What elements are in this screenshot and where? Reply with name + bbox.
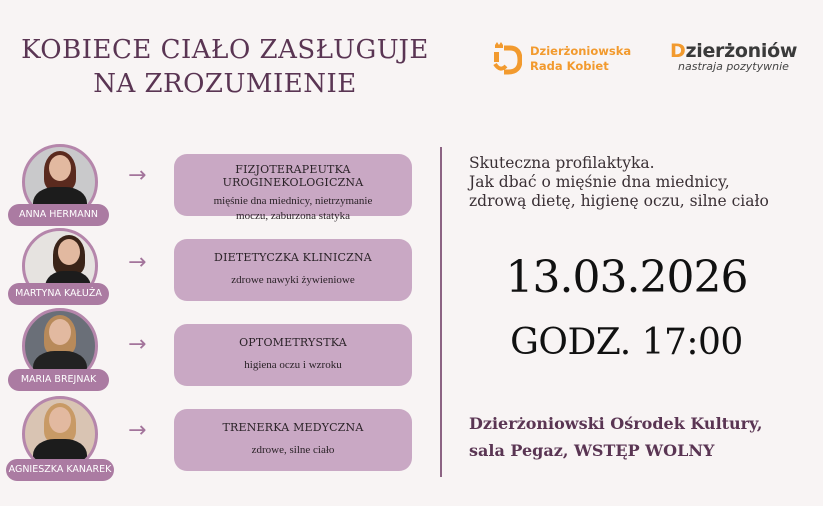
- speaker-name-badge: MARIA BREJNAK: [8, 369, 109, 391]
- arrow-right-icon: →: [128, 418, 147, 443]
- speaker-role: OPTOMETRYSTKA: [239, 336, 347, 349]
- rada-kobiet-logo-icon: [492, 42, 522, 76]
- tagline-line-1: Skuteczna profilaktyka.: [469, 154, 655, 172]
- speaker-desc-1: zdrowe, silne ciało: [251, 444, 335, 456]
- venue-line-1: Dzierżoniowski Ośrodek Kultury,: [469, 414, 763, 433]
- speaker-role: FIZJOTERAPEUTKA UROGINEKOLOGICZNA: [222, 163, 364, 189]
- event-tagline: [469, 154, 769, 211]
- dzierzoniow-logo-icon: D: [670, 40, 686, 62]
- tagline-line-3: zdrową dietę, higienę oczu, silne ciało: [469, 192, 769, 210]
- event-venue: [469, 410, 762, 464]
- speaker-name-badge: AGNIESZKA KANAREK: [6, 459, 114, 481]
- event-time: GODZ. 17:00: [510, 322, 743, 363]
- vertical-divider: [440, 147, 442, 477]
- speaker-desc-1: zdrowe nawyki żywieniowe: [231, 274, 355, 286]
- title-line-2: NA ZROZUMIENIE: [93, 69, 357, 99]
- speaker-card: [174, 409, 412, 471]
- dzierzoniow-name: zierżoniów: [685, 40, 798, 62]
- arrow-right-icon: →: [128, 332, 147, 357]
- speaker-card: [174, 239, 412, 301]
- speaker-role: TRENERKA MEDYCZNA: [222, 421, 364, 434]
- dzierzoniow-logo: [670, 40, 797, 73]
- speaker-desc-1: higiena oczu i wzroku: [244, 359, 342, 371]
- speaker-card: [174, 324, 412, 386]
- speaker-card: [174, 154, 412, 222]
- speaker-role: DIETETYCZKA KLINICZNA: [214, 251, 372, 264]
- rada-kobiet-line1: Dzierżoniowska: [530, 44, 632, 58]
- arrow-right-icon: →: [128, 250, 147, 275]
- speaker-name-badge: ANNA HERMANN: [8, 204, 109, 226]
- page-title: [0, 33, 450, 101]
- title-line-1: KOBIECE CIAŁO ZASŁUGUJE: [21, 35, 429, 65]
- speaker-desc-2: moczu, zaburzona statyka: [236, 210, 350, 222]
- arrow-right-icon: →: [128, 163, 147, 188]
- speaker-desc-1: mięśnie dna miednicy, nietrzymanie: [213, 195, 373, 207]
- rada-kobiet-logo: [492, 42, 631, 76]
- venue-line-2: sala Pegaz, WSTĘP WOLNY: [469, 441, 715, 460]
- rada-kobiet-line2: Rada Kobiet: [530, 59, 609, 73]
- event-date: 13.03.2026: [505, 252, 748, 303]
- dzierzoniow-slogan: nastraja pozytywnie: [678, 60, 789, 73]
- speaker-name-badge: MARTYNA KAŁUŻA: [8, 283, 109, 305]
- tagline-line-2: Jak dbać o mięśnie dna miednicy,: [469, 173, 730, 191]
